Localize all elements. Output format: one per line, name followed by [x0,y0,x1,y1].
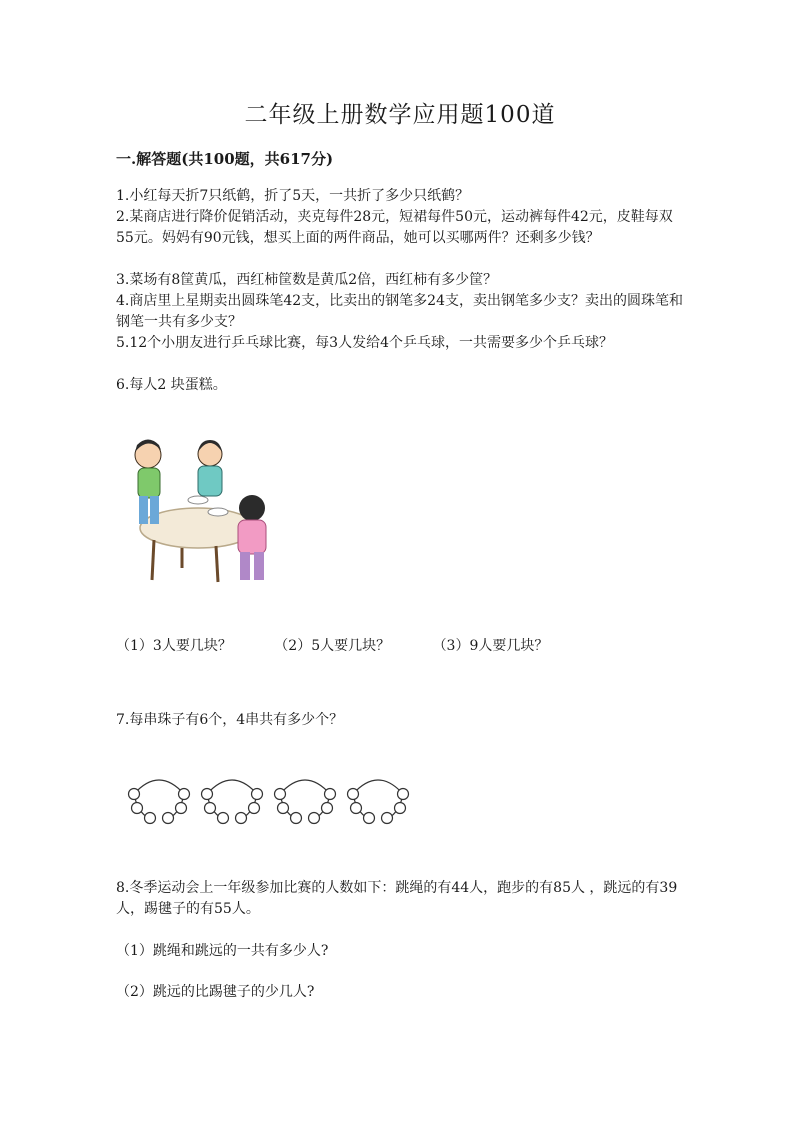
question-6-subquestions [116,635,586,655]
subquestion: （1）跳绳和跳远的一共有多少人? [116,943,329,959]
bead-string [275,780,336,824]
bead-string [202,780,263,824]
subquestion: （1）3人要几块？ [116,638,232,654]
subquestion: （3）9人要几块？ [432,638,549,654]
question-2: 2.某商店进行降价促销活动，夹克每件28元，短裙每件50元，运动裤每件42元，皮鞋每双55元。妈妈有90元钱，想买上面的两件商品，她可以买哪两件？还剩多少钱？ [116,209,673,246]
question-1: 1.小红每天折7只纸鹤，折了5天，一共折了多少只纸鹤？ [116,188,470,204]
bead-string [129,780,190,824]
question-4: 4.商店里上星期卖出圆珠笔42支，比卖出的钢笔多24支，卖出钢笔多少支？卖出的圆珠笔和钢笔一共有多少支？ [116,293,683,330]
question-8: 8.冬季运动会上一年级参加比赛的人数如下：跳绳的有44人，跑步的有85人 ，跳远的有39人，踢毽子的有55人。 [116,880,678,917]
question-5: 5.12个小朋友进行乒乓球比赛，每3人发给4个乒乓球，一共需要多少个乒乓球？ [116,335,613,351]
subquestion: （2）跳远的比踢毽子的少几人? [116,984,315,1000]
bead-string [348,780,409,824]
bead-strings-illustration [124,770,424,830]
subquestion: （2）5人要几块？ [274,638,391,654]
question-6: 6.每人2 块蛋糕。 [116,377,227,393]
children-eating-cake-illustration [126,430,276,590]
section-heading: 一.解答题(共100题，共617分) [116,150,334,168]
question-7: 7.每串珠子有6个，4串共有多少个？ [116,712,344,728]
page-title: 二年级上册数学应用题100道 [244,102,556,128]
question-3: 3.菜场有8筐黄瓜，西红柿筐数是黄瓜2倍，西红柿有多少筐？ [116,272,498,288]
